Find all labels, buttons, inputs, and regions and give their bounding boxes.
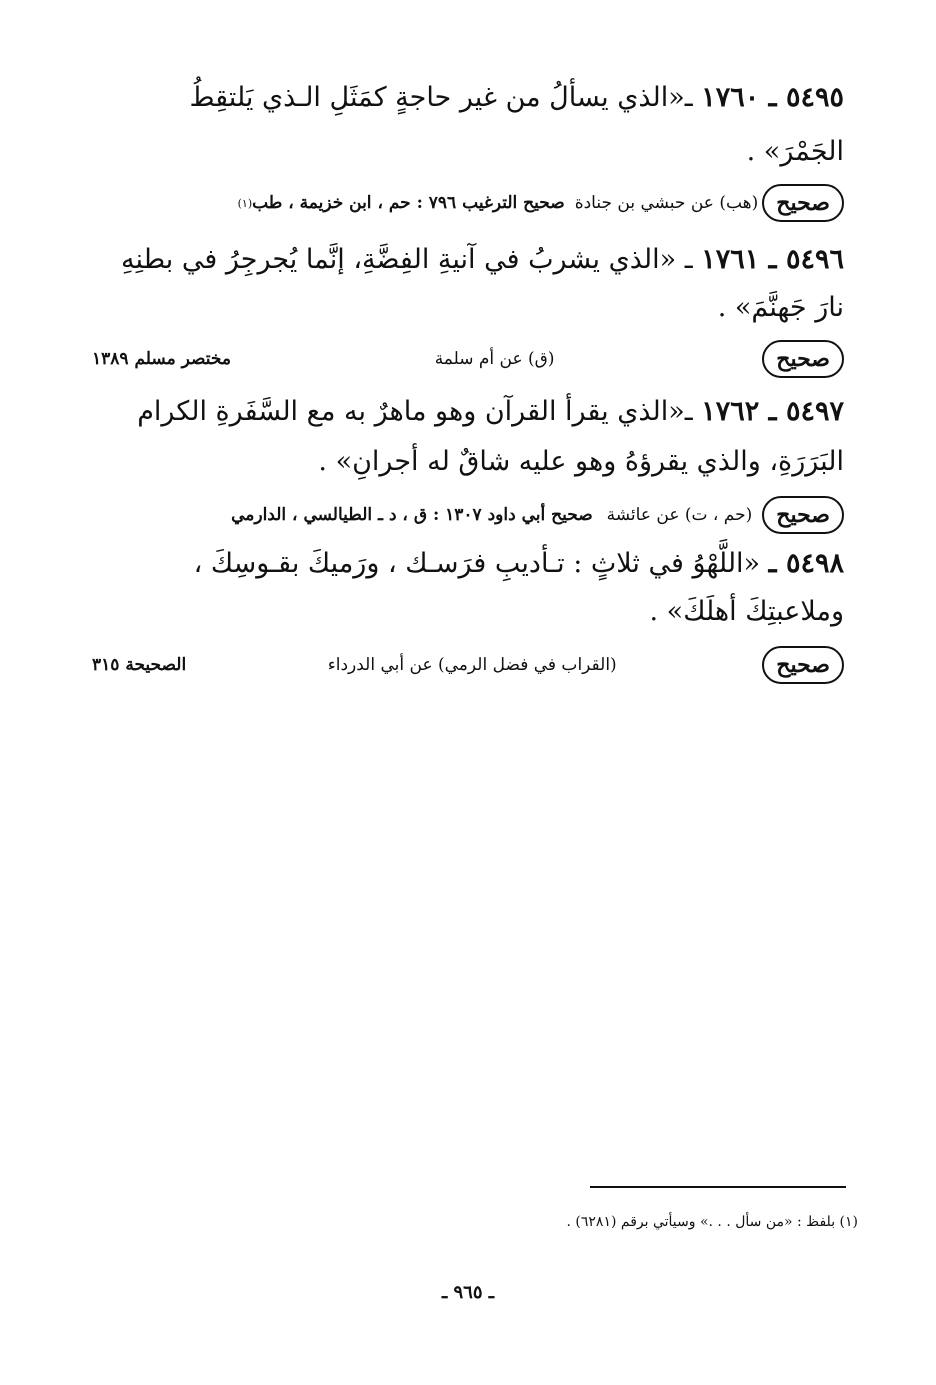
hadith-reference: الصحيحة ٣١٥ — [92, 655, 187, 675]
hadith-number: ٥٤٩٦ ـ ١٧٦١ — [701, 244, 844, 275]
hadith-text: ـ«الذي يقرأ القرآن وهو ماهرٌ به مع السَّفَرةِ الكرام — [137, 396, 693, 427]
hadith-number: ٥٤٩٨ ـ — [768, 548, 844, 579]
grade-badge: صحيح — [762, 496, 844, 534]
hadith-reference: صحيح أبي داود ١٣٠٧ : ق ، د ـ الطيالسي ، الدارمي — [231, 505, 593, 525]
hadith-text-continued: البَرَرَةِ، والذي يقرؤهُ وهو عليه شاقٌ له أجرانِ» . — [318, 446, 844, 477]
hadith-text-continued: وملاعبتِكَ أهلَكَ» . — [649, 596, 844, 627]
hadith-source: (ق) عن أم سلمة — [434, 349, 555, 369]
page-number: ـ ٩٦٥ ـ — [441, 1282, 495, 1303]
hadith-line — [92, 548, 844, 579]
grade-row — [92, 496, 844, 534]
grade-badge: صحيح — [762, 184, 844, 222]
grade-row — [92, 646, 844, 684]
hadith-source: (هب) عن حبشي بن جنادة — [574, 193, 759, 213]
hadith-text-continued: الجَمْرَ» . — [746, 136, 844, 167]
footnote: (١) بلفظ : «من سأل . . .» وسيأتي برقم (٦٢٨١) . — [566, 1214, 858, 1230]
hadith-line — [92, 244, 844, 275]
hadith-source: (القراب في فضل الرمي) عن أبي الدرداء — [327, 655, 617, 675]
hadith-source: (حم ، ت) عن عائشة — [606, 505, 753, 525]
grade-row — [92, 340, 844, 378]
hadith-text-continued: نارَ جَهنَّمَ» . — [717, 292, 844, 323]
hadith-number: ٥٤٩٧ ـ ١٧٦٢ — [701, 396, 844, 427]
grade-badge: صحيح — [762, 646, 844, 684]
grade-badge: صحيح — [762, 340, 844, 378]
hadith-text: ـ «الذي يشربُ في آنيةِ الفِضَّةِ، إنَّما يُجرجِرُ في بطنِهِ — [121, 244, 693, 275]
hadith-text: ـ«الذي يسألُ من غير حاجةٍ كمَثَلِ الـذي يَلتقِطُ — [189, 82, 693, 113]
hadith-line — [92, 396, 844, 427]
hadith-text: «اللَّهْوُ في ثلاثٍ : تـأديبِ فرَسـك ، ورَميكَ بقـوسِكَ ، — [193, 548, 761, 579]
hadith-line — [92, 82, 844, 113]
hadith-reference: صحيح الترغيب ٧٩٦ : حم ، ابن خزيمة ، طب — [252, 193, 565, 213]
hadith-number: ٥٤٩٥ ـ ١٧٦٠ — [701, 82, 844, 113]
hadith-reference: مختصر مسلم ١٣٨٩ — [92, 349, 231, 369]
footnote-divider — [590, 1186, 846, 1188]
footnote-marker: (١) — [237, 196, 253, 210]
grade-row — [92, 184, 844, 222]
